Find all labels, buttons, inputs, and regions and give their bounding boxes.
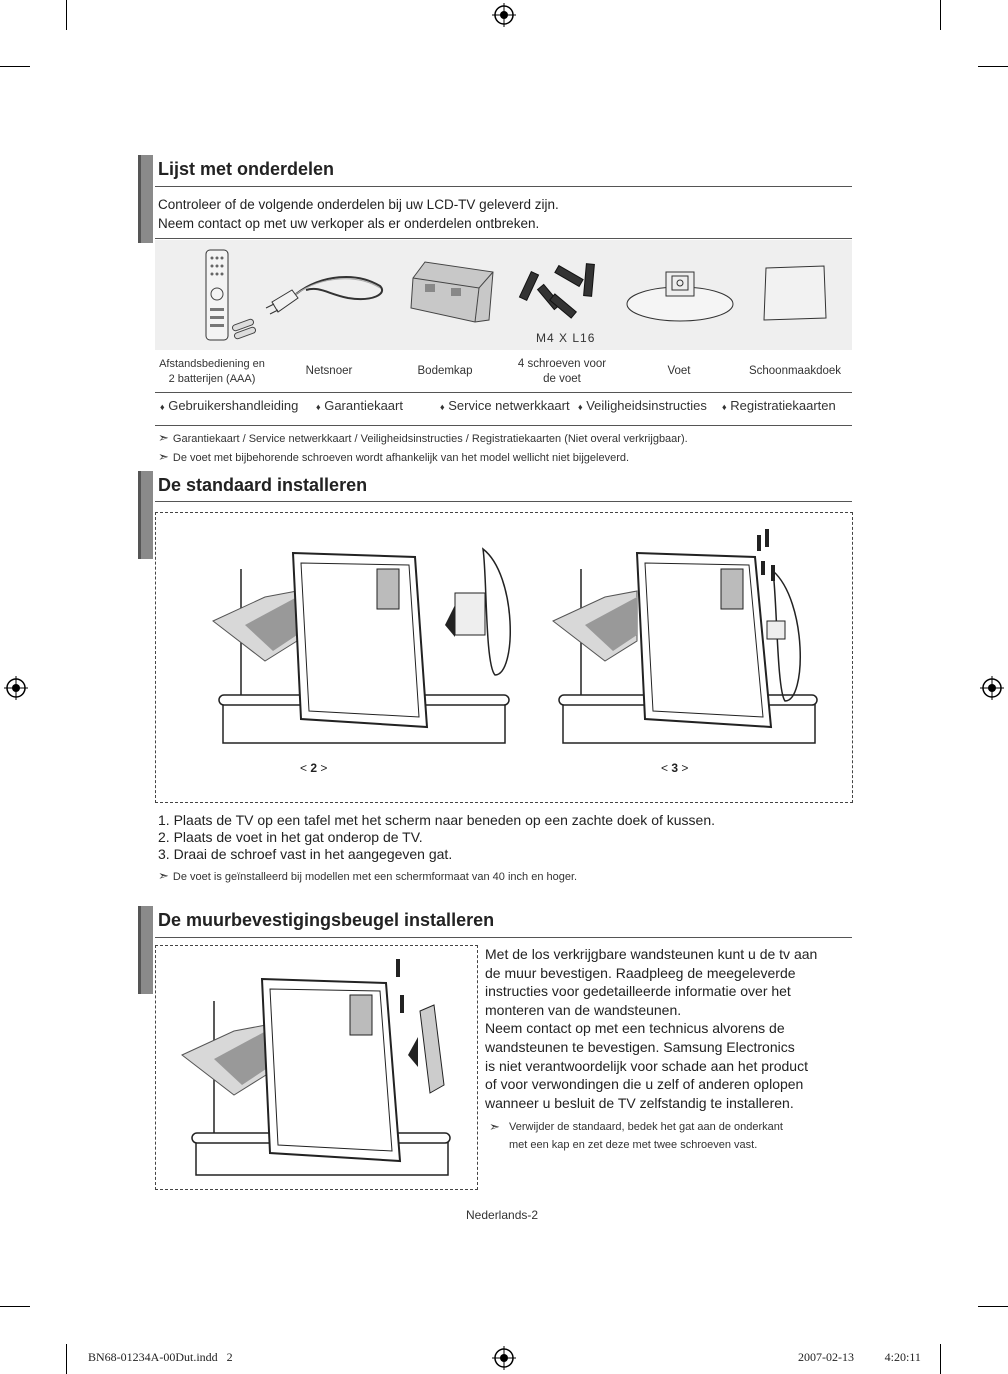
accessory-item: ♦ Service netwerkkaart xyxy=(440,398,570,413)
crop-mark xyxy=(940,1344,941,1374)
accessory-item: ♦ Gebruikershandleiding xyxy=(160,398,299,413)
paragraph-line: of voor verwondingen die u zelf of anderen oplopen xyxy=(485,1076,804,1093)
divider xyxy=(155,392,852,393)
note-text: De voet is geïnstalleerd bij modellen met een schermformaat van 40 inch en hoger. xyxy=(172,871,578,883)
step-text: Draai de schroef vast in het aangegeven gat. xyxy=(173,846,453,862)
figure-label: < 3 > xyxy=(661,761,689,775)
step-item: 3. Draai de schroef vast in het aangegeven gat. xyxy=(158,846,453,862)
accessory-label: Garantiekaart xyxy=(324,398,403,413)
note-arrow-icon: ➣ xyxy=(158,449,169,464)
figure-label: < 2 > xyxy=(300,761,328,775)
screws-icon xyxy=(515,256,611,326)
section-title-wall: De muurbevestigingsbeugel installeren xyxy=(158,910,495,930)
step-item: 2. Plaats de voet in het gat onderop de TV. xyxy=(158,829,423,845)
divider xyxy=(155,425,852,426)
tv-screws-figure-icon xyxy=(545,525,835,750)
accessory-item: ♦ Garantiekaart xyxy=(316,398,403,413)
paragraph-line: instructies voor gedetailleerde informatie over het xyxy=(485,983,791,1000)
section-title-stand: De standaard installeren xyxy=(158,475,368,495)
accessory-item: ♦ Veiligheidsinstructies xyxy=(578,398,707,413)
figure-number: 2 xyxy=(310,761,318,775)
crop-mark xyxy=(940,0,941,30)
section-title-parts: Lijst met onderdelen xyxy=(158,159,335,179)
crop-mark xyxy=(0,1306,30,1307)
divider xyxy=(155,501,852,502)
note xyxy=(158,868,577,884)
crop-mark xyxy=(978,66,1008,67)
registration-mark-icon xyxy=(492,1346,516,1370)
note xyxy=(158,449,629,465)
paragraph-line: Neem contact op met een technicus alvorens de xyxy=(485,1020,785,1037)
page-number: Nederlands-2 xyxy=(466,1208,539,1222)
step-text: Plaats de TV op een tafel met het scherm naar beneden op een zachte doek of kussen. xyxy=(173,812,716,828)
note-text: Verwijder de standaard, bedek het gat aan de onderkant xyxy=(509,1121,783,1133)
part-label xyxy=(152,357,272,387)
cloth-icon xyxy=(760,264,830,322)
note-arrow-icon: ➣ xyxy=(489,1119,500,1134)
note-arrow-icon: ➣ xyxy=(158,868,169,883)
divider xyxy=(155,238,852,239)
crop-mark xyxy=(66,1344,67,1374)
crop-mark xyxy=(66,0,67,30)
label-line: 2 batterijen (AAA) xyxy=(168,373,256,385)
divider xyxy=(155,186,852,187)
paragraph-line: wanneer u besluit de TV zelfstandig te installeren. xyxy=(485,1094,794,1111)
remote-icon xyxy=(198,248,260,344)
cover-icon xyxy=(405,258,497,326)
label-line: Afstandsbediening en xyxy=(159,358,265,370)
label-line: 4 schroeven voor xyxy=(517,358,607,370)
paragraph-line: Met de los verkrijgbare wandsteunen kunt u de tv aan xyxy=(485,946,818,962)
paragraph-line: wandsteunen te bevestigen. Samsung Electronics xyxy=(485,1038,795,1055)
divider xyxy=(155,937,852,938)
accessory-label: Veiligheidsinstructies xyxy=(586,398,707,413)
screw-spec: M4 X L16 xyxy=(536,331,596,345)
note-arrow-icon: ➣ xyxy=(158,430,169,445)
power-cord-icon xyxy=(262,268,390,320)
section-marker xyxy=(138,906,153,994)
wall-description xyxy=(485,945,845,1112)
paragraph-line: de muur bevestigen. Raadpleeg de meegeleverde xyxy=(485,964,796,981)
paragraph-line: is niet verantwoordelijk voor schade aan het product xyxy=(485,1057,808,1074)
step-text: Plaats de voet in het gat onderop de TV. xyxy=(173,829,423,845)
note-text: De voet met bijbehorende schroeven wordt afhankelijk van het model wellicht niet bijgeleverd. xyxy=(172,452,630,464)
crop-mark xyxy=(978,1306,1008,1307)
registration-mark-icon xyxy=(492,3,516,27)
note xyxy=(158,430,688,446)
intro-line: Neem contact op met uw verkoper als er onderdelen ontbreken. xyxy=(158,216,540,231)
print-date: 2007-02-13 ￿￿ 4:20:11 xyxy=(798,1350,921,1364)
part-label: Schoonmaakdoek xyxy=(748,365,842,377)
registration-mark-icon xyxy=(4,676,28,700)
part-label: Voet xyxy=(667,365,691,377)
wall-bracket-figure-icon xyxy=(178,955,468,1180)
stand-icon xyxy=(624,266,736,324)
step-item: 1. Plaats de TV op een tafel met het scherm naar beneden op een zachte doek of kussen. xyxy=(158,812,716,828)
section-marker xyxy=(138,471,153,559)
registration-mark-icon xyxy=(980,676,1004,700)
tv-stand-figure-icon xyxy=(205,535,525,750)
note-text: met een kap en zet deze met twee schroeven vast. xyxy=(509,1139,758,1151)
accessory-label: Service netwerkkaart xyxy=(448,398,570,413)
installation-steps xyxy=(158,812,715,863)
accessory-label: Registratiekaarten xyxy=(730,398,836,413)
crop-mark xyxy=(0,66,30,67)
note xyxy=(489,1118,783,1154)
note-text: Garantiekaart / Service netwerkkaart / Veiligheidsinstructies / Registratiekaarten (Niet overal verkrijgbaar). xyxy=(172,433,688,445)
file-name: BN68-01234A-00Dut.indd 2 xyxy=(88,1350,233,1364)
parts-intro xyxy=(158,195,559,233)
section-marker xyxy=(138,155,153,243)
part-label xyxy=(505,357,619,387)
part-label: Bodemkap xyxy=(417,365,473,377)
part-label: Netsnoer xyxy=(305,365,353,377)
accessory-item: ♦ Registratiekaarten xyxy=(722,398,836,413)
paragraph-line: monteren van de wandsteunen. xyxy=(485,1001,682,1018)
accessory-label: Gebruikershandleiding xyxy=(168,398,299,413)
intro-line: Controleer of de volgende onderdelen bij uw LCD-TV geleverd zijn. xyxy=(158,197,559,212)
figure-number: 3 xyxy=(671,761,679,775)
label-line: de voet xyxy=(543,373,581,385)
